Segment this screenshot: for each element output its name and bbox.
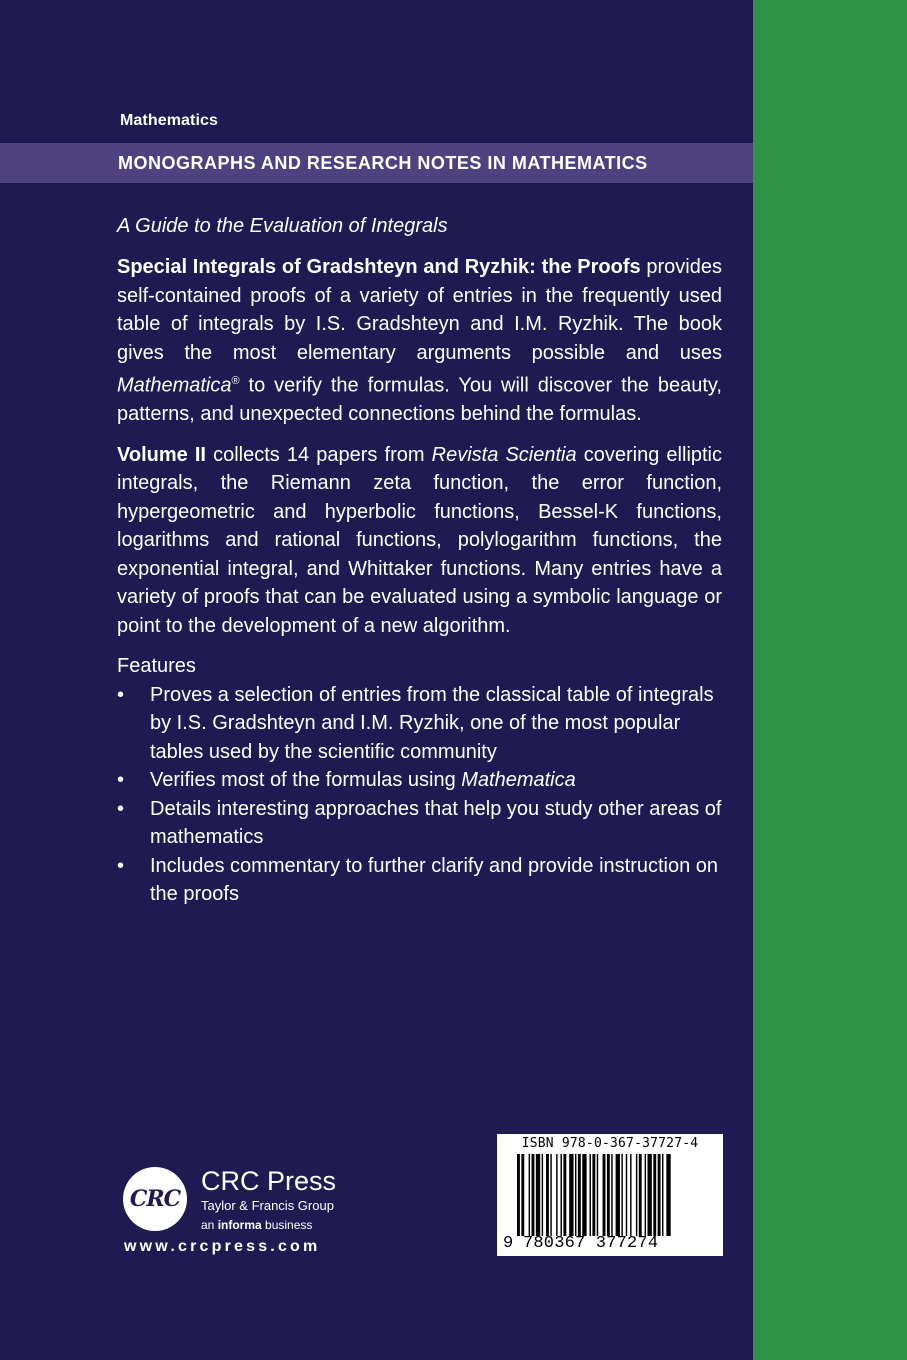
feature-item — [117, 795, 722, 852]
mathematica-term: Mathematica — [117, 374, 232, 397]
barcode-bar — [592, 1154, 595, 1236]
category-label: Mathematics — [120, 112, 219, 129]
feature-text: Includes commentary to further clarify and provide instruction on the proofs — [150, 854, 719, 906]
bullet: • — [117, 797, 125, 820]
barcode-bar — [536, 1154, 540, 1236]
back-cover-text — [117, 211, 722, 909]
barcode-bar — [621, 1154, 622, 1236]
barcode-bar — [550, 1154, 551, 1236]
publisher-business — [201, 1218, 312, 1232]
feature-item — [117, 852, 722, 909]
barcode-bar — [561, 1154, 562, 1236]
registered-mark: ® — [231, 375, 240, 387]
barcode-bar — [603, 1154, 606, 1236]
barcode-bar — [653, 1154, 656, 1236]
barcode-bar — [630, 1154, 631, 1236]
volume-paragraph — [117, 441, 722, 641]
barcode-bar — [521, 1154, 524, 1236]
barcode-bar — [607, 1154, 610, 1236]
feature-text: Details interesting approaches that help you study other areas of mathematics — [150, 797, 722, 849]
publisher-group: Taylor & Francis Group — [201, 1198, 334, 1213]
barcode-bar — [639, 1154, 642, 1236]
isbn-barcode — [497, 1134, 723, 1256]
publisher-url: www.crcpress.com — [124, 1238, 321, 1255]
description-text-b: to verify the formulas. You will discover the beauty, patterns, and unexpected connections behind the formulas. — [117, 374, 722, 426]
features-list — [117, 681, 722, 909]
barcode-bar — [575, 1154, 576, 1236]
barcode-bar — [578, 1154, 581, 1236]
publisher-name: CRC Press — [201, 1166, 337, 1196]
barcode-bar — [648, 1154, 652, 1236]
feature-item — [117, 766, 722, 795]
barcode-bar — [590, 1154, 591, 1236]
bullet: • — [117, 854, 125, 877]
feature-text: Proves a selection of entries from the classical table of integrals by I.S. Gradshteyn and I.M. Ryzhik, one of the most popular tables used by the scientific community — [150, 683, 714, 763]
business-suffix: business — [261, 1218, 313, 1232]
bullet: • — [117, 769, 125, 792]
barcode-bar — [626, 1154, 627, 1236]
barcode-bar — [542, 1154, 543, 1236]
barcode-bar — [611, 1154, 612, 1236]
spine-strip — [753, 0, 907, 1360]
book-title: Special Integrals of Gradshteyn and Ryzhik: the Proofs — [117, 256, 641, 278]
description-paragraph — [117, 253, 722, 429]
barcode-bar — [532, 1154, 535, 1236]
volume-label: Volume II — [117, 443, 206, 466]
ean-first-digit: 9 — [503, 1234, 514, 1253]
barcode-bar — [582, 1154, 586, 1236]
subtitle: A Guide to the Evaluation of Integrals — [117, 215, 448, 237]
volume-text-b: covering elliptic integrals, the Riemann zeta function, the error function, hypergeometric and hyperbolic functions, Bessel-K functions, logarithms and rational functions, polylogarithm functions, the exponential integral, and Whittaker functions. Many entries have a variety of proofs that can be evaluated using a symbolic language or point to the development of a new algorithm. — [117, 443, 723, 637]
feature-item — [117, 681, 722, 767]
journal-name: Revista Scientia — [431, 443, 577, 466]
features-heading: Features — [117, 655, 196, 678]
barcode-bar — [556, 1154, 557, 1236]
barcode-bar — [563, 1154, 566, 1236]
series-title: MONOGRAPHS AND RESEARCH NOTES IN MATHEMATICS — [118, 153, 648, 173]
informa-label: informa — [217, 1218, 262, 1232]
feature-text: Verifies most of the formulas using — [150, 769, 462, 792]
barcode-bar — [658, 1154, 661, 1236]
barcode-bar — [616, 1154, 620, 1236]
feature-italic: Mathematica — [461, 769, 576, 792]
barcode-bar — [597, 1154, 598, 1236]
crc-logo-icon: CRC — [123, 1167, 187, 1231]
series-band — [0, 143, 753, 183]
barcode-bar — [666, 1154, 670, 1236]
volume-text-a: collects 14 papers from — [205, 443, 432, 466]
barcode-bar — [546, 1154, 549, 1236]
barcode-bar — [517, 1154, 520, 1236]
barcode-bar — [569, 1154, 573, 1236]
barcode-bar — [636, 1154, 637, 1236]
publisher-block — [120, 1163, 360, 1263]
barcode-bars-icon — [517, 1154, 715, 1236]
description-text-a: provides self-contained proofs of a variety of entries in the frequently used table of integrals by I.S. Gradshteyn and I.M. Ryzhik. The book gives the most elementary arguments possible and uses — [117, 256, 722, 364]
barcode-bar — [529, 1154, 530, 1236]
isbn-text: ISBN 978-0-367-37727-4 — [521, 1136, 699, 1151]
bullet: • — [117, 683, 125, 706]
ean-digits: 780367 377274 — [523, 1234, 659, 1253]
barcode-bar — [662, 1154, 663, 1236]
barcode-bar — [645, 1154, 646, 1236]
business-prefix: an — [201, 1218, 218, 1232]
